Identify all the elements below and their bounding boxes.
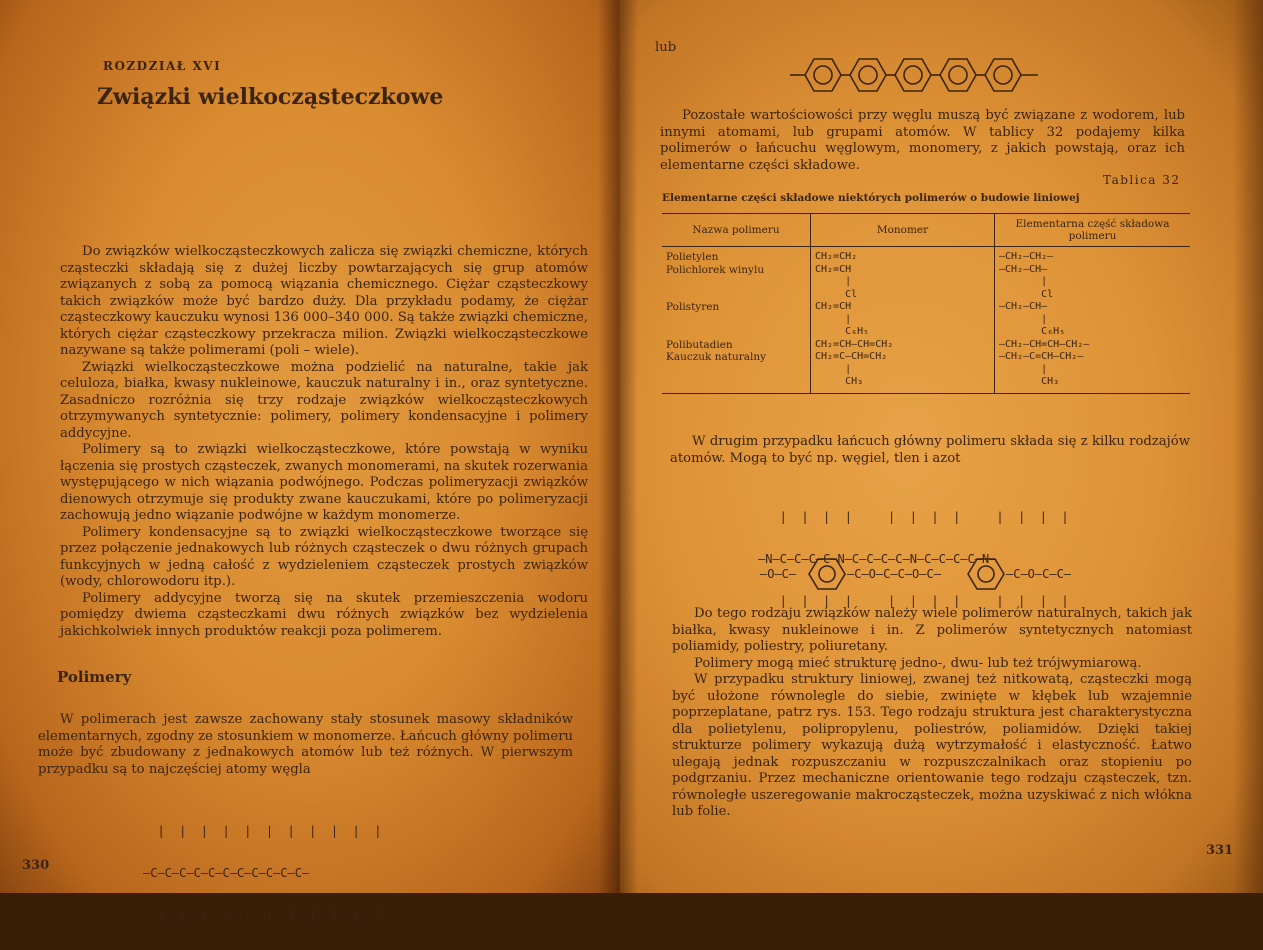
paragraph-tablica-intro: Pozostałe wartościowości przy węglu muszą być związane z wodorem, lub innymi atomami, lub grupami atomów. W tablicy 32 podajemy kilka polimerów o łańcuchu węglowym, monomery, z jakich powstają, oraz ich elementarne części składowe. bbox=[660, 108, 1185, 173]
chain-bonds-bottom: | | | | | | | | | | | | bbox=[758, 594, 1069, 608]
carbon-chain-formula bbox=[143, 796, 381, 950]
benzene-ring bbox=[895, 59, 931, 91]
paragraph-linear: W przypadku struktury liniowej, zwanej też nitkowatą, cząsteczki mogą być ułożone równolegle do siebie, zwinięte w kłębek lub wzajemnie poprzeplatane, patrz rys. 153. Tego rodzaju struktura jest charakterystyczna dla polietylenu, polipropylenu, poliestrów, poliamidów. Dzięki takiej strukturze polimery wykazują dużą wytrzymałość i elastyczność. Łatwo ulegają jednak rozpuszczaniu w rozpuszczalnikach oraz stopieniu po podgrzaniu. Przez mechaniczne orientowanie tego rodzaju cząsteczek, tzn. równoległe uszeregowanie makrocząsteczek, można uzyskiwać z nich włókna lub folie. bbox=[672, 672, 1192, 819]
monomer-formulas: CH₂=CH₂ CH₂=CH | Cl CH₂=CH | C₆H₅ CH₂=CH—CH=CH₂ CH₂=C—CH=CH₂ | CH₃ bbox=[811, 247, 995, 394]
left-page bbox=[0, 0, 620, 922]
paragraph-kondensacyjne: Polimery kondensacyjne są to związki wielkocząsteczkowe tworzące się przez połączenie jednakowych lub różnych cząsteczek o dwu różnych grupach funkcyjnych w jedną całość z wydzieleniem cząsteczek prostych związków (wody, chlorowodoru itp.). bbox=[60, 524, 588, 589]
page-number-right: 331 bbox=[1206, 843, 1234, 858]
paragraph-polimery: Polimery są to związki wielkocząsteczkowe, które powstają w wyniku łączenia się prostych cząsteczek, zwanych monomerami, na skutek rozerwania występującego w nich wiązania podwójnego. Podczas polimeryzacji związków dienowych otrzymuje się produkty zwane kauczukami, które po polimeryzacji zachowują jedno wiązanie podwójne w każdym monomerze. bbox=[60, 442, 588, 523]
lub-text: lub bbox=[655, 40, 677, 55]
benzene-ring bbox=[985, 59, 1021, 91]
benzene-ring bbox=[967, 557, 1007, 591]
paragraph-heterochain: W drugim przypadku łańcuch główny polimeru składa się z kilku rodzajów atomów. Mogą to być np. węgiel, tlen i azot bbox=[670, 434, 1190, 466]
table-header: Nazwa polimeru bbox=[662, 214, 811, 247]
page-number-left: 330 bbox=[22, 858, 50, 873]
carbon-chain: —C—C—C—C—C—C—C—C—C—C—C— bbox=[143, 866, 310, 880]
right-text-3 bbox=[672, 606, 1192, 821]
polymer-table bbox=[662, 213, 1190, 394]
intro-text bbox=[60, 244, 588, 640]
polyester-middle: —C—O—C—C—O—C— bbox=[847, 567, 941, 581]
table-header: Elementarna część składowa polimeru bbox=[995, 214, 1191, 247]
chapter-label: ROZDZIAŁ XVI bbox=[103, 59, 222, 73]
benzene-ring bbox=[805, 59, 841, 91]
polyester-left: —O—C— bbox=[760, 567, 797, 581]
section-heading: Polimery bbox=[57, 668, 132, 686]
table-header: Monomer bbox=[811, 214, 995, 247]
benzene-ring bbox=[808, 557, 848, 591]
chain-bonds-top: | | | | | | | | | | | bbox=[143, 824, 382, 838]
paragraph-addycyjne: Polimery addycyjne tworzą się na skutek przemieszczenia wodoru pomiędzy dwiema cząsteczkami dwu różnych związków bez wydzielenia jakichkolwiek innych produktów reakcji poza polimerem. bbox=[60, 590, 588, 639]
table-caption: Elementarne części składowe niektórych polimerów o budowie liniowej bbox=[662, 192, 1080, 204]
chain-bonds-top: | | | | | | | | | | | | bbox=[758, 510, 1069, 524]
paragraph-polimery-body: W polimerach jest zawsze zachowany stały stosunek masowy składników elementarnych, zgodny ze stosunkiem w monomerze. Łańcuch główny polimeru może być zbudowany z jednakowych atomów lub też różnych. W pierwszym przypadku są to najczęściej atomy węgla bbox=[38, 712, 573, 777]
paragraph-structure: Polimery mogą mieć strukturę jedno-, dwu- lub też trójwymiarową. bbox=[694, 655, 1142, 671]
polymer-names: Polietylen Polichlorek winylu Polistyren Polibutadien Kauczuk naturalny bbox=[662, 247, 811, 394]
unit-formulas: —CH₂—CH₂— —CH₂—CH— | Cl —CH₂—CH— | C₆H₅ —CH₂—CH=CH—CH₂— —CH₂—C=CH—CH₂— | CH₃ bbox=[995, 247, 1191, 394]
paragraph-natural-synthetic: Związki wielkocząsteczkowe można podzielić na naturalne, takie jak celuloza, białka, kwasy nukleinowe, kauczuk naturalny i in., oraz syntetyczne. Zasadniczo rozróżnia się trzy rodzaje związków wielkocząsteczkowych otrzymywanych syntetycznie: polimery, polimery kondensacyjne i polimery addycyjne. bbox=[60, 359, 588, 441]
polyphenylene-structure bbox=[790, 55, 1040, 95]
benzene-ring bbox=[850, 59, 886, 91]
table-label: Tablica 32 bbox=[1103, 173, 1181, 187]
polyamide-chain: —N—C—C—C—C—N—C—C—C—C—N—C—C—C—C—N— bbox=[758, 552, 997, 566]
table-row bbox=[662, 247, 1190, 394]
book-gutter bbox=[598, 0, 638, 893]
right-text-1 bbox=[660, 108, 1185, 174]
right-text-2 bbox=[670, 434, 1190, 467]
table-header-row bbox=[662, 214, 1190, 247]
chain-bonds-bottom: | | | | | | | | | | | bbox=[143, 908, 382, 922]
polyester-right: —C—O—C—C— bbox=[1006, 567, 1072, 581]
paragraph-examples: Do tego rodzaju związków należy wiele polimerów naturalnych, takich jak białka, kwasy nukleinowe i in. Z polimerów syntetycznych natomiast poliamidy, poliestry, poliuretany. bbox=[672, 606, 1192, 654]
polimery-text bbox=[38, 712, 573, 778]
benzene-ring bbox=[940, 59, 976, 91]
page-edge bbox=[1233, 0, 1263, 893]
paragraph-intro: Do związków wielkocząsteczkowych zalicza się związki chemiczne, których cząsteczki składają się z dużej liczby powtarzających się grup atomów związanych z sobą za pomocą wiązania chemicznego. Ciężar cząsteczkowy takich związków może być bardzo duży. Dla przykładu podamy, że ciężar cząsteczkowy kauczuku wynosi 136 000–340 000. Są także związki chemiczne, których ciężar cząsteczkowy przekracza milion. Związki wielkocząsteczkowe nazywane są także polimerami (poli – wiele). bbox=[60, 244, 588, 358]
chapter-title: Związki wielkocząsteczkowe bbox=[97, 84, 444, 110]
